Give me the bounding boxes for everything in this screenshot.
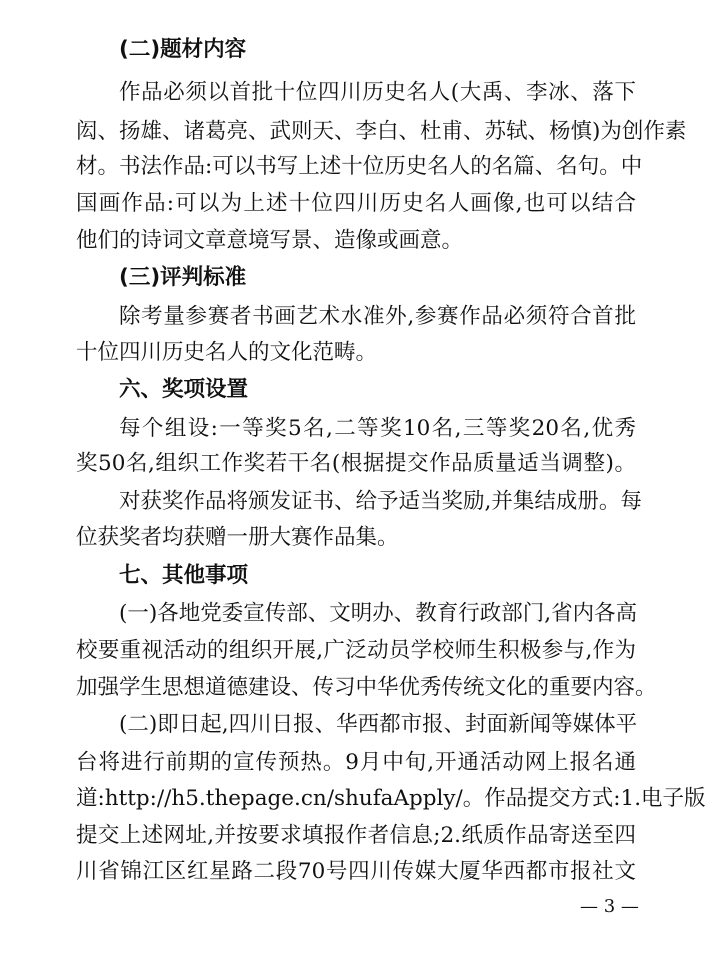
paragraph-line: 十位四川历史名人的文化范畴。 [76,340,378,365]
paragraph-line: 加强学生思想道德建设、传习中华优秀传统文化的重要内容。 [76,675,657,700]
paragraph-line: 川省锦江区红星路二段70号四川传媒大厦华西都市报社文 [76,859,636,884]
paragraph-line: 国画作品:可以为上述十位四川历史名人画像,也可以结合 [76,191,636,216]
paragraph-line: 对获奖作品将颁发证书、给予适当奖励,并集结成册。每 [119,489,642,514]
page-number: — 3 — [580,896,639,917]
paragraph-line: (二)即日起,四川日报、华西都市报、封面新闻等媒体平 [119,712,638,737]
paragraph-line: 每个组设:一等奖5名,二等奖10名,三等奖20名,优秀 [119,416,636,441]
paragraph-line: 提交上述网址,并按要求填报作者信息;2.纸质作品寄送至四 [76,823,636,848]
paragraph-line: 除考量参赛者书画艺术水准外,参赛作品必须符合首批 [119,304,636,329]
paragraph-line: 闳、扬雄、诸葛亮、武则天、李白、杜甫、苏轼、杨慎)为创作素 [76,119,687,144]
paragraph-line: 材。书法作品:可以书写上述十位历史名人的名篇、名句。中 [76,154,643,179]
section-title-awards: 六、奖项设置 [119,377,249,402]
section-title-other: 七、其他事项 [119,563,249,588]
section-title-subject: (二)题材内容 [119,37,247,62]
paragraph-line: 他们的诗词文章意境写景、造像或画意。 [76,228,464,253]
paragraph-line: 作品必须以首批十位四川历史名人(大禹、李冰、落下 [119,80,636,105]
paragraph-line: 校要重视活动的组织开展,广泛动员学校师生积极参与,作为 [76,638,636,663]
paragraph-line: 道:http://h5.thepage.cn/shufaApply/。作品提交方式:1.电子版 [76,786,706,811]
paragraph-line: 台将进行前期的宣传预热。9月中旬,开通活动网上报名通 [76,750,636,775]
paragraph-line: 奖50名,组织工作奖若干名(根据提交作品质量适当调整)。 [76,451,636,476]
paragraph-line: (一)各地党委宣传部、文明办、教育行政部门,省内各高 [119,601,638,626]
section-title-criteria: (三)评判标准 [119,265,247,290]
paragraph-line: 位获奖者均获赠一册大赛作品集。 [76,525,399,550]
